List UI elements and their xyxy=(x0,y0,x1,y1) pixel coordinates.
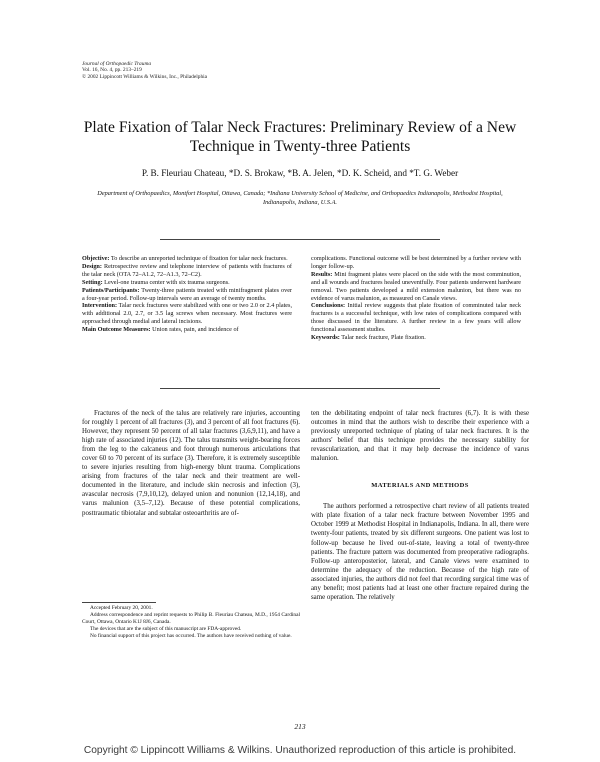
abstract-keywords: Keywords: Talar neck fracture, Plate fixation. xyxy=(311,334,426,342)
journal-volume: Vol. 16, No. 4, pp. 213–219 xyxy=(82,67,142,74)
footnote: No financial support of this project has occurred. The authors have received nothing of value. xyxy=(90,633,292,640)
abstract-conclusions: Conclusions: Initial review suggests that plate fixation of comminuted talar neck fractures is a successful technique, with low rates of complications compared with those discussed in the literature. A further review in a few years will allow functional assessment studies. xyxy=(311,302,521,334)
footnotes xyxy=(82,605,300,640)
body-paragraph: ten the debilitating endpoint of talar neck fractures (6,7). It is with these outcomes in mind that the authors wish to describe their experience with a previously unreported technique of plating of talar neck fractures. It is the authors' belief that this technique provides the necessary stability for revascularization, and that it may help decrease the incidence of varus malunion. xyxy=(311,410,529,463)
body-right-column xyxy=(311,409,529,602)
footnote: Accepted February 20, 2001. xyxy=(90,605,153,611)
body-paragraph: The authors performed a retrospective chart review of all patients treated with plate fixation of a talar neck fracture between November 1995 and October 1999 at Methodist Hospital in Indianapolis, Indiana. In all, there were twenty-four patients, treated by six different surgeons. One patient was lost to follow-up because he lived out-of-state, leaving a total of twenty-three patients. The fracture pattern was documented from preoperative radiographs. Follow-up anteroposterior, lateral, and Canale views were examined to determine the adequacy of the reduction. Because of the high rate of associated injuries, the authors did not feel that recording surgical time was of any benefit; most patients had at least one other fracture repaired during the same operation. The relatively xyxy=(311,503,529,601)
article-title: Plate Fixation of Talar Neck Fractures: Preliminary Review of a New Technique in Twenty-three Patients xyxy=(83,119,517,155)
abstract-results: Results: Mini fragment plates were placed on the side with the most comminution, and all wounds and fractures healed uneventfully. Four patients underwent hardware removal. Two patients developed a mild extension malunion, but there was no evidence of varus malunion, as measured on Canale views. xyxy=(311,270,521,302)
abstract-left-column xyxy=(82,255,292,334)
body-left-column xyxy=(82,409,300,518)
abstract-bottom-rule xyxy=(160,388,440,389)
body-paragraph: Fractures of the neck of the talus are relatively rare injuries, accounting for roughly 1 percent of all fractures (3), and 3 percent of all foot fractures (6). However, they represent 50 percent of all talar fractures (3,6,9,11), and have a high rate of associated injuries (12). The talus transmits weight-bearing forces from the leg to the calcaneus and foot through numerous articulations that cover 60 to 70 percent of its surface (3). Therefore, it is extremely susceptible to severe injuries resulting from high-energy blunt trauma. Complications arising from fractures of the talar neck and their treatment are well-documented in the literature, and include skin necrosis and infection (3), avascular necrosis (7,9,10,12), delayed union and nonunion (12,14,18), and varus malunion (3,5–7,12). Because of these potential complications, posttraumatic tibiotalar and subtalar osteoarthritis are of- xyxy=(82,410,300,517)
abstract-intervention: Intervention: Talar neck fractures were stabilized with one or two 2.0 or 2.4 plates, with additional 2.0, 2.7, or 3.5 lag screws when necessary. Most fractures were approached through medial and lateral incisions. xyxy=(82,302,292,326)
abstract-design: Design: Retrospective review and telephone interview of patients with fractures of the talar neck (OTA 72–A1.2, 72–A1.3, 72–C2). xyxy=(82,262,292,278)
footnote: Address correspondence and reprint requests to Philip B. Fleuriau Chateau, M.D., 1954 Cardinal Court, Ottawa, Ontario K1J 8J6, Canada. xyxy=(82,612,300,626)
journal-name: Journal of Orthopaedic Trauma xyxy=(82,61,152,67)
journal-copyright: © 2002 Lippincott Williams & Wilkins, Inc., Philadelphia xyxy=(82,73,208,80)
abstract-objective: Objective: To describe an unreported technique of fixation for talar neck fractures. xyxy=(82,255,288,262)
abstract-right-column xyxy=(311,255,521,342)
footnote-rule xyxy=(82,602,156,603)
abstract-top-rule xyxy=(160,239,440,240)
author-list: P. B. Fleuriau Chateau, *D. S. Brokaw, *B. A. Jelen, *D. K. Scheid, and *T. G. Weber xyxy=(141,168,459,178)
abstract-outcome-continued: complications. Functional outcome will be best determined by a further review with longer follow-up. xyxy=(311,255,521,270)
page-number: 213 xyxy=(294,722,306,731)
abstract-outcome-measures: Main Outcome Measures: Union rates, pain, and incidence of xyxy=(82,326,239,334)
author-affiliation: Department of Orthopaedics, Montfort Hospital, Ottawa, Canada; *Indiana University School of Medicine, and Orthopaedics Indianapolis, Methodist Hospital, Indianapolis, Indiana, U.S.A. xyxy=(97,190,503,206)
copyright-notice: Copyright © Lippincott Williams & Wilkins. Unauthorized reproduction of this article is prohibited. xyxy=(83,745,517,756)
journal-header xyxy=(82,61,207,80)
abstract-setting: Setting: Level-one trauma center with six trauma surgeons. xyxy=(82,278,230,286)
abstract-patients: Patients/Participants: Twenty-three patients treated with minifragment plates over a four-year period. Follow-up intervals were an average of twenty months. xyxy=(82,286,292,302)
section-heading: MATERIALS AND METHODS xyxy=(371,482,469,490)
footnote: The devices that are the subject of this manuscript are FDA-approved. xyxy=(90,626,242,633)
